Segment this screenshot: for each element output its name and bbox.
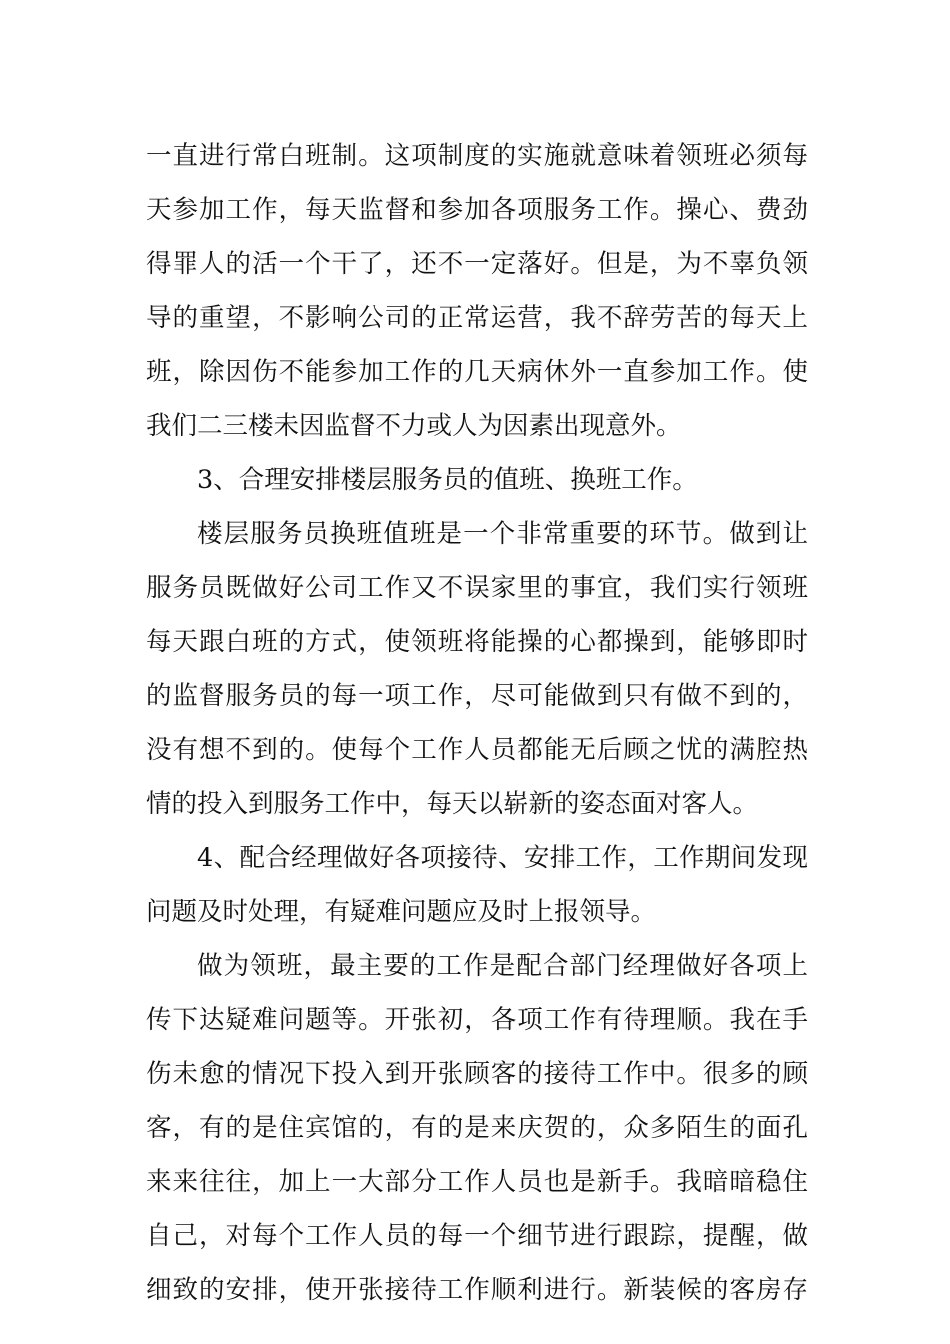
- text-line: 4、配合经理做好各项接待、安排工作，工作期间发现: [197, 843, 808, 873]
- paragraph-5: [146, 939, 808, 1317]
- paragraph-1: [146, 129, 808, 453]
- text-line: 天参加工作，每天监督和参加各项服务工作。操心、费劲: [146, 195, 808, 225]
- text-line: 自己，对每个工作人员的每一个细节进行跟踪，提醒，做: [146, 1221, 808, 1251]
- text-line: 来来往往，加上一大部分工作人员也是新手。我暗暗稳住: [146, 1167, 808, 1197]
- text-line: 班，除因伤不能参加工作的几天病休外一直参加工作。使: [146, 357, 808, 387]
- text-line: 情的投入到服务工作中，每天以崭新的姿态面对客人。: [146, 789, 759, 819]
- text-line: 的监督服务员的每一项工作，尽可能做到只有做不到的，: [146, 681, 808, 711]
- text-line: 一直进行常白班制。这项制度的实施就意味着领班必须每: [146, 141, 808, 171]
- text-line: 每天跟白班的方式，使领班将能操的心都操到，能够即时: [146, 627, 808, 657]
- text-line: 伤未愈的情况下投入到开张顾客的接待工作中。很多的顾: [146, 1059, 808, 1089]
- text-line: 没有想不到的。使每个工作人员都能无后顾之忧的满腔热: [146, 735, 808, 765]
- text-line: 导的重望，不影响公司的正常运营，我不辞劳苦的每天上: [146, 303, 808, 333]
- text-line: 服务员既做好公司工作又不误家里的事宜，我们实行领班: [146, 573, 808, 603]
- text-line: 客，有的是住宾馆的，有的是来庆贺的，众多陌生的面孔: [146, 1113, 808, 1143]
- text-line: 3、合理安排楼层服务员的值班、换班工作。: [197, 465, 698, 495]
- text-line: 传下达疑难问题等。开张初，各项工作有待理顺。我在手: [146, 1005, 808, 1035]
- paragraph-3: [146, 507, 808, 831]
- text-line: 做为领班，最主要的工作是配合部门经理做好各项上: [197, 951, 808, 981]
- heading-item-3: [146, 453, 808, 507]
- text-line: 楼层服务员换班值班是一个非常重要的环节。做到让: [197, 519, 808, 549]
- heading-item-4: [146, 831, 808, 939]
- text-line: 我们二三楼未因监督不力或人为因素出现意外。: [146, 411, 682, 441]
- text-line: 问题及时处理，有疑难问题应及时上报领导。: [146, 897, 657, 927]
- text-line: 得罪人的活一个干了，还不一定落好。但是，为不辜负领: [146, 249, 808, 279]
- text-line: 细致的安排，使开张接待工作顺利进行。新装候的客房存: [146, 1275, 808, 1305]
